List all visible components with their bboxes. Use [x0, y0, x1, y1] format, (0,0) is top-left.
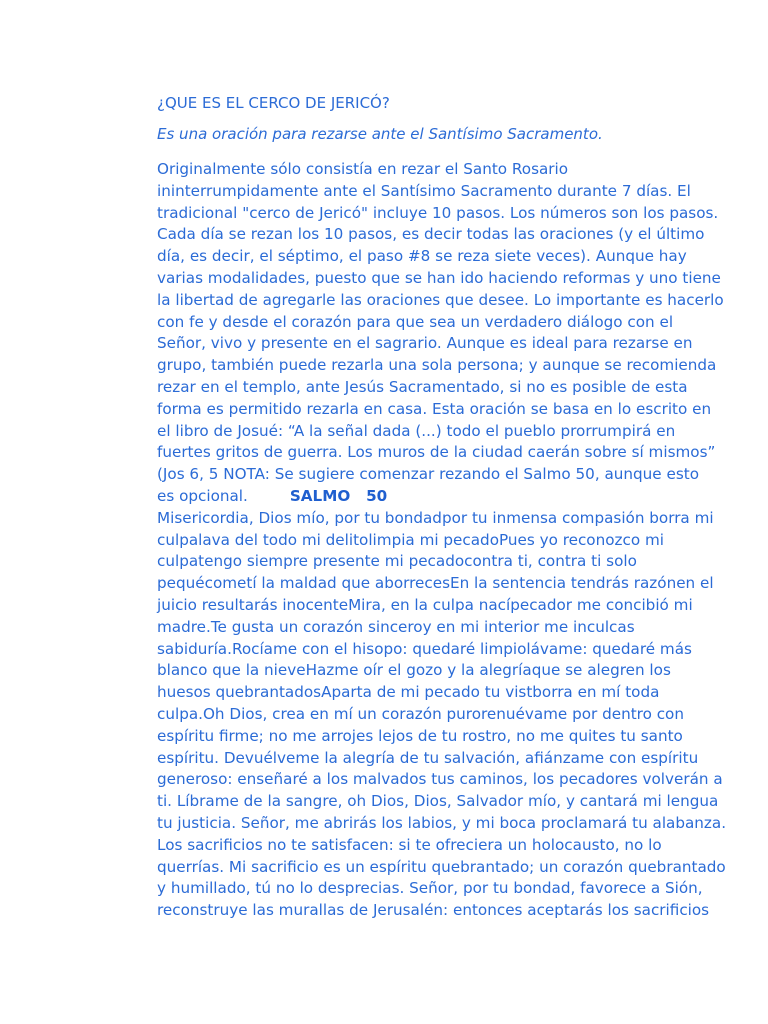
salmo-line: espíritu. Devuélveme la alegría de tu salvación, afiánzame con espíritu: [157, 748, 699, 767]
salmo-line: juicio resultarás inocenteMira, en la culpa nacípecador me concibió mi: [157, 595, 693, 614]
salmo-line: culpalava del todo mi delitolimpia mi pecadoPues yo reconozco mi: [157, 530, 664, 549]
body-line: con fe y desde el corazón para que sea un verdadero diálogo con el: [157, 312, 674, 331]
body-line: forma es permitido rezarla en casa. Esta oración se basa en lo escrito en: [157, 399, 712, 418]
salmo-line: espíritu firme; no me arrojes lejos de tu rostro, no me quites tu santo: [157, 726, 683, 745]
body-line: el libro de Josué: “A la señal dada (...) todo el pueblo prorrumpirá en: [157, 421, 676, 440]
opcional-line: [157, 486, 661, 508]
salmo-heading: SALMO 50: [289, 486, 388, 505]
body-line: grupo, también puede rezarla una sola persona; y aunque se recomienda: [157, 356, 717, 375]
body-line: (Jos 6, 5 NOTA: Se sugiere comenzar rezando el Salmo 50, aunque esto: [157, 465, 699, 484]
salmo-line: huesos quebrantadosAparta de mi pecado tu vistborra en mí toda: [157, 683, 660, 702]
salmo-line: sabiduría.Rocíame con el hisopo: quedaré limpiolávame: quedaré más: [157, 639, 692, 658]
salmo-line: querrías. Mi sacrificio es un espíritu quebrantado; un corazón quebrantado: [157, 857, 726, 876]
salmo-line: ti. Líbrame de la sangre, oh Dios, Dios, Salvador mío, y cantará mi lengua: [157, 792, 719, 811]
body-line: varias modalidades, puesto que se han ido haciendo reformas y uno tiene: [157, 268, 721, 287]
document-body: [157, 159, 727, 922]
salmo-line: culpa.Oh Dios, crea en mí un corazón purorenuévame por dentro con: [157, 704, 684, 723]
body-line: Originalmente sólo consistía en rezar el Santo Rosario: [157, 160, 569, 178]
body-line: Señor, vivo y presente en el sagrario. Aunque es ideal para rezarse en: [157, 334, 693, 353]
body-line: la libertad de agregarle las oraciones que desee. Lo importante es hacerlo: [157, 290, 724, 309]
body-line: fuertes gritos de guerra. Los muros de la ciudad caerán sobre sí mismos”: [157, 443, 716, 462]
body-line: Cada día se rezan los 10 pasos, es decir todas las oraciones (y el último: [157, 225, 705, 244]
salmo-line: tu justicia. Señor, me abrirás los labios, y mi boca proclamará tu alabanza.: [157, 813, 727, 832]
body-line: tradicional "cerco de Jericó" incluye 10 pasos. Los números son los pasos.: [157, 203, 719, 222]
salmo-line: y humillado, tú no lo desprecias. Señor, por tu bondad, favorece a Sión,: [157, 879, 703, 898]
body-line: día, es decir, el séptimo, el paso #8 se reza siete veces). Aunque hay: [157, 247, 687, 266]
salmo-line: generoso: enseñaré a los malvados tus caminos, los pecadores volverán a: [157, 770, 723, 789]
document-content: [157, 92, 727, 922]
salmo-line: reconstruye las murallas de Jerusalén: entonces aceptarás los sacrificios: [157, 901, 710, 920]
salmo-line: culpatengo siempre presente mi pecadocontra ti, contra ti solo: [157, 552, 637, 571]
salmo-line: Misericordia, Dios mío, por tu bondadpor tu inmensa compasión borra mi: [157, 508, 714, 527]
document-title: ¿QUE ES EL CERCO DE JERICÓ?: [157, 94, 390, 112]
opcional-text: es opcional.: [157, 486, 248, 505]
salmo-line: madre.Te gusta un corazón sinceroy en mi interior me inculcas: [157, 617, 635, 636]
salmo-line: blanco que la nieveHazme oír el gozo y la alegríaque se alegren los: [157, 661, 671, 680]
body-line: ininterrumpidamente ante el Santísimo Sacramento durante 7 días. El: [157, 181, 691, 200]
document-subtitle: Es una oración para rezarse ante el Santísimo Sacramento.: [157, 125, 603, 143]
body-line: rezar en el templo, ante Jesús Sacramentado, si no es posible de esta: [157, 377, 688, 396]
salmo-line: pequécometí la maldad que aborrecesEn la sentencia tendrás razónen el: [157, 574, 714, 593]
salmo-line: Los sacrificios no te satisfacen: si te ofreciera un holocausto, no lo: [157, 835, 662, 854]
